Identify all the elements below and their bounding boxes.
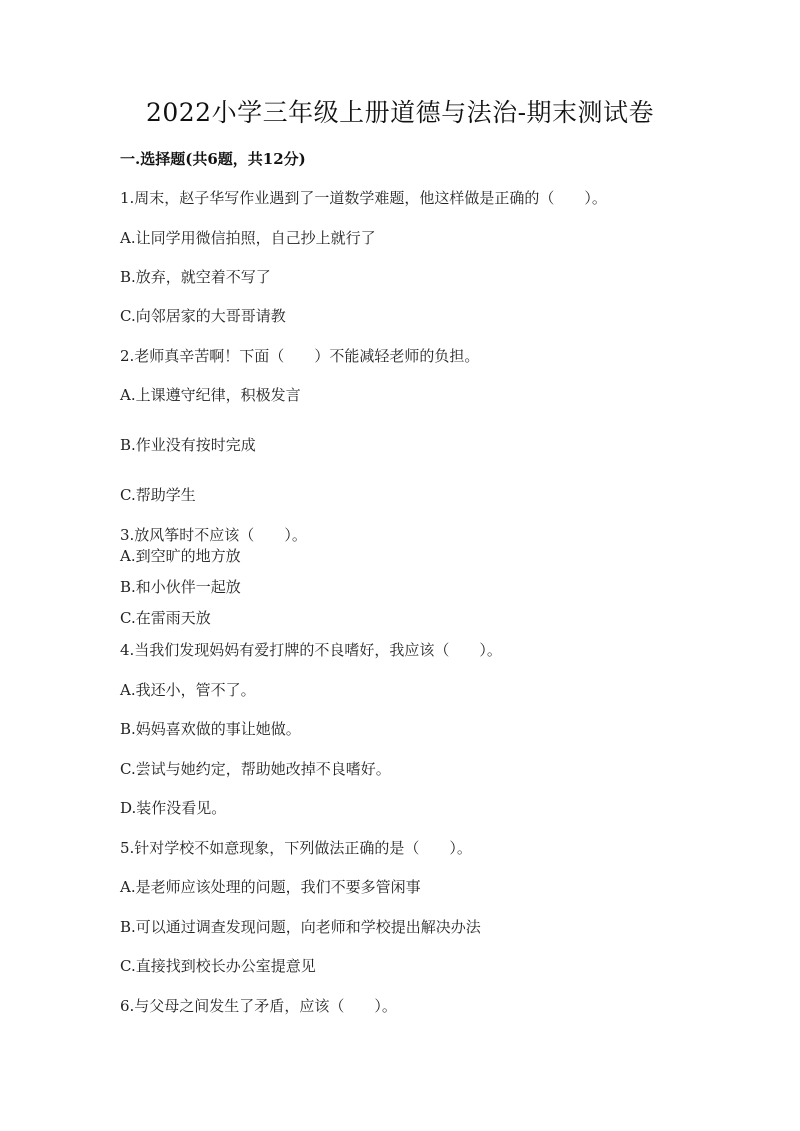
question-1-option-a: A.让同学用微信拍照，自己抄上就行了: [120, 229, 376, 247]
question-5-option-c: C.直接找到校长办公室提意见: [120, 957, 316, 975]
question-4-option-d: D.装作没看见。: [120, 799, 227, 817]
question-5-stem: 5.针对学校不如意现象，下列做法正确的是（ ）。: [120, 839, 472, 857]
question-4-option-c: C.尝试与她约定，帮助她改掉不良嗜好。: [120, 760, 391, 778]
question-4-option-a: A.我还小，管不了。: [120, 681, 256, 699]
question-1-stem: 1.周末，赵子华写作业遇到了一道数学难题，他这样做是正确的（ ）。: [120, 189, 607, 207]
question-2-option-c: C.帮助学生: [120, 486, 196, 504]
question-5-option-a: A.是老师应该处理的问题，我们不要多管闲事: [120, 878, 421, 896]
question-6-stem: 6.与父母之间发生了矛盾，应该（ ）。: [120, 997, 397, 1015]
page-title: 2022小学三年级上册道德与法治-期末测试卷: [145, 98, 655, 127]
question-4-option-b: B.妈妈喜欢做的事让她做。: [120, 720, 301, 738]
question-3-option-c: C.在雷雨天放: [120, 609, 211, 627]
question-3-option-b: B.和小伙伴一起放: [120, 578, 241, 596]
question-2-option-b: B.作业没有按时完成: [120, 436, 256, 454]
question-1-option-c: C.向邻居家的大哥哥请教: [120, 307, 286, 325]
section-heading: 一.选择题(共6题，共12分): [120, 150, 306, 168]
question-2-option-a: A.上课遵守纪律，积极发言: [120, 386, 301, 404]
question-5-option-b: B.可以通过调查发现问题，向老师和学校提出解决办法: [120, 918, 481, 936]
question-3-option-a: A.到空旷的地方放: [120, 547, 241, 565]
question-3-stem: 3.放风筝时不应该（ ）。: [120, 526, 307, 544]
question-2-stem: 2.老师真辛苦啊！下面（ ）不能减轻老师的负担。: [120, 347, 480, 365]
question-4-stem: 4.当我们发现妈妈有爱打牌的不良嗜好，我应该（ ）。: [120, 641, 502, 659]
question-1-option-b: B.放弃，就空着不写了: [120, 268, 271, 286]
